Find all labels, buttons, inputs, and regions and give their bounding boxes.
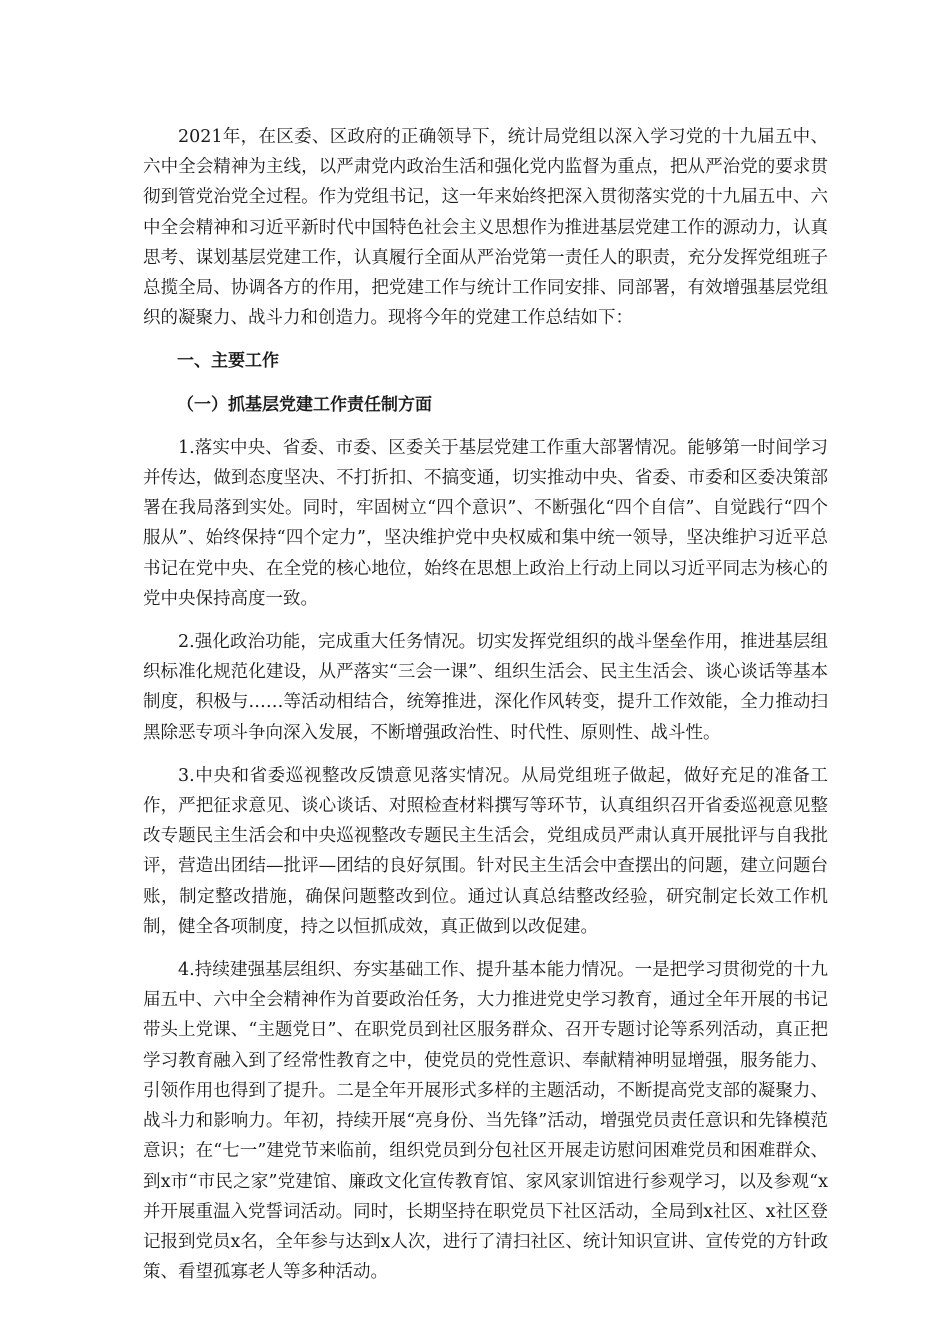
subsection-heading-responsibility: （一）抓基层党建工作责任制方面 bbox=[177, 394, 432, 415]
item-1-paragraph: 1.落实中央、省委、市委、区委关于基层党建工作重大部署情况。能够第一时间学习并传达，做到态度坚决、不打折扣、不搞变通，切实推动中央、省委、市委和区委决策部署在我局落到实处。同时，牢固树立“四个意识”、不断强化“四个自信”、自觉践行“四个服从”、始终保持“四个定力”，坚决维护党中央权威和集中统一领导，坚决维护习近平总书记在党中央、在全党的核心地位，始终在思想上政治上行动上同以习近平同志为核心的党中央保持高度一致。 bbox=[143, 437, 828, 609]
item-2-paragraph: 2.强化政治功能，完成重大任务情况。切实发挥党组织的战斗堡垒作用，推进基层组织标准化规范化建设，从严落实“三会一课”、组织生活会、民主生活会、谈心谈话等基本制度，积极与……等活动相结合，统筹推进，深化作风转变，提升工作效能，全力推动扫黑除恶专项斗争向深入发展，不断增强政治性、时代性、原则性、战斗性。 bbox=[143, 632, 828, 743]
item-3-paragraph: 3.中央和省委巡视整改反馈意见落实情况。从局党组班子做起，做好充足的准备工作，严把征求意见、谈心谈话、对照检查材料撰写等环节，认真组织召开省委巡视意见整改专题民主生活会和中央巡视整改专题民主生活会，党组成员严肃认真开展批评与自我批评，营造出团结—批评—团结的良好氛围。针对民主生活会中查摆出的问题，建立问题台账，制定整改措施，确保问题整改到位。通过认真总结整改经验，研究制定长效工作机制，健全各项制度，持之以恒抓成效，真正做到以改促建。 bbox=[143, 765, 828, 937]
intro-paragraph: 2021年，在区委、区政府的正确领导下，统计局党组以深入学习党的十九届五中、六中全会精神为主线，以严肃党内政治生活和强化党内监督为重点，把从严治党的要求贯彻到管党治党全过程。作为党组书记，这一年来始终把深入贯彻落实党的十九届五中、六中全会精神和习近平新时代中国特色社会主义思想作为推进基层党建工作的源动力，认真思考、谋划基层党建工作，认真履行全面从严治党第一责任人的职责，充分发挥党组班子总揽全局、协调各方的作用，把党建工作与统计工作同安排、同部署，有效增强基层党组织的凝聚力、战斗力和创造力。现将今年的党建工作总结如下： bbox=[143, 127, 828, 329]
document-body bbox=[143, 122, 828, 1300]
section-heading-main-work: 一、主要工作 bbox=[177, 351, 279, 372]
item-4-paragraph: 4.持续建强基层组织、夯实基础工作、提升基本能力情况。一是把学习贯彻党的十九届五中、六中全会精神作为首要政治任务，大力推进党史学习教育，通过全年开展的书记带头上党课、“主题党日”、在职党员到社区服务群众、召开专题讨论等系列活动，真正把学习教育融入到了经常性教育之中，使党员的党性意识、奉献精神明显增强，服务能力、引领作用也得到了提升。二是全年开展形式多样的主题活动，不断提高党支部的凝聚力、战斗力和影响力。年初，持续开展“亮身份、当先锋”活动，增强党员责任意识和先锋模范意识；在“七一”建党节来临前，组织党员到分包社区开展走访慰问困难党员和困难群众、到x市“市民之家”党建馆、廉政文化宣传教育馆、家风家训馆进行参观学习，以及参观“x并开展重温入党誓词活动。同时，长期坚持在职党员下社区活动，全局到x社区、x社区登记报到党员x名，全年参与达到x人次，进行了清扫社区、统计知识宣讲、宣传党的方针政策、看望孤寡老人等多种活动。 bbox=[143, 960, 828, 1283]
